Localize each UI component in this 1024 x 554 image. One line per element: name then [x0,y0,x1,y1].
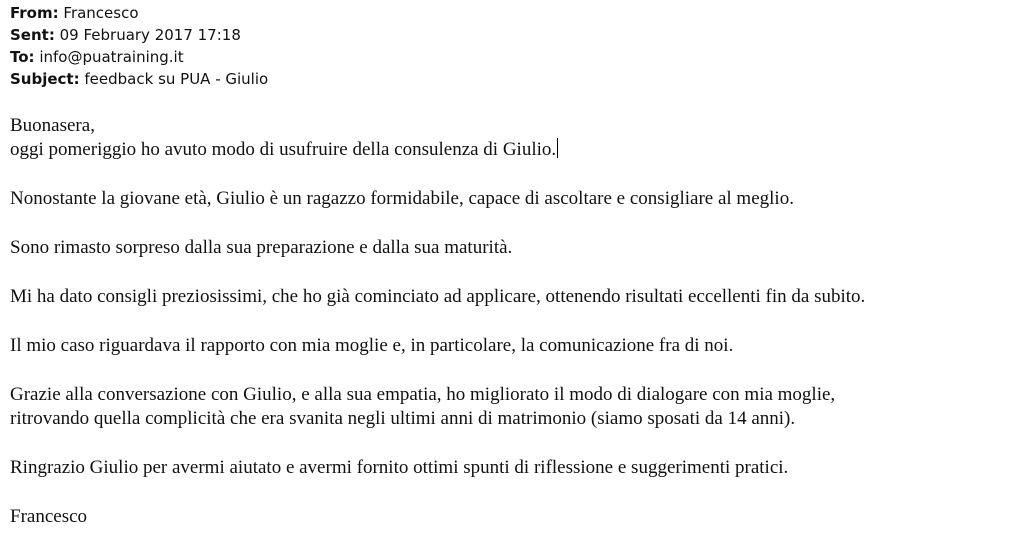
paragraph-7-text: Ringrazio Giulio per avermi aiutato e avermi fornito ottimi spunti di riflessione e suggerimenti pratici. [10,457,789,478]
greeting-text: Buonasera, [10,115,95,136]
paragraph-6-line-1: Grazie alla conversazione con Giulio, e alla sua empatia, ho migliorato il modo di dialogare con mia moglie, [10,384,836,405]
paragraph-3 [10,236,1020,260]
subject-value: feedback su PUA - Giulio [84,70,269,88]
paragraph-2-text: Nonostante la giovane età, Giulio è un ragazzo formidabile, capace di ascoltare e consigliare al meglio. [10,188,794,209]
email-body[interactable] [10,114,1020,554]
subject-row [10,68,268,90]
to-value[interactable]: info@puatraining.it [39,48,184,66]
sent-row [10,24,268,46]
to-label: To: [10,48,35,66]
sent-label: Sent: [10,26,55,44]
from-value: Francesco [63,4,139,22]
email-header [10,2,268,90]
from-row [10,2,268,24]
paragraph-5-text: Il mio caso riguardava il rapporto con mia moglie e, in particolare, la comunicazione fra di noi. [10,335,734,356]
to-row [10,46,268,68]
paragraph-5 [10,334,1020,358]
paragraph-4-text: Mi ha dato consigli preziosissimi, che ho già cominciato ad applicare, ottenendo risultati eccellenti fin da subito. [10,286,866,307]
paragraph-3-text: Sono rimasto sorpreso dalla sua preparazione e dalla sua maturità. [10,237,513,258]
paragraph-6-line-2: ritrovando quella complicità che era svanita negli ultimi anni di matrimonio (siamo sposati da 14 anni). [10,408,796,429]
paragraph-7 [10,456,1020,480]
body-line-1 [10,138,1020,162]
subject-label: Subject: [10,70,80,88]
sent-value: 09 February 2017 17:18 [59,26,241,44]
paragraph-greeting [10,114,1020,162]
signature [10,505,1020,529]
from-label: From: [10,4,59,22]
paragraph-2 [10,187,1020,211]
paragraph-4 [10,285,1020,309]
text-cursor [557,138,558,158]
body-line-1-text: oggi pomeriggio ho avuto modo di usufruire della consulenza di Giulio. [10,139,557,160]
paragraph-6 [10,383,1020,431]
signature-text: Francesco [10,506,88,527]
